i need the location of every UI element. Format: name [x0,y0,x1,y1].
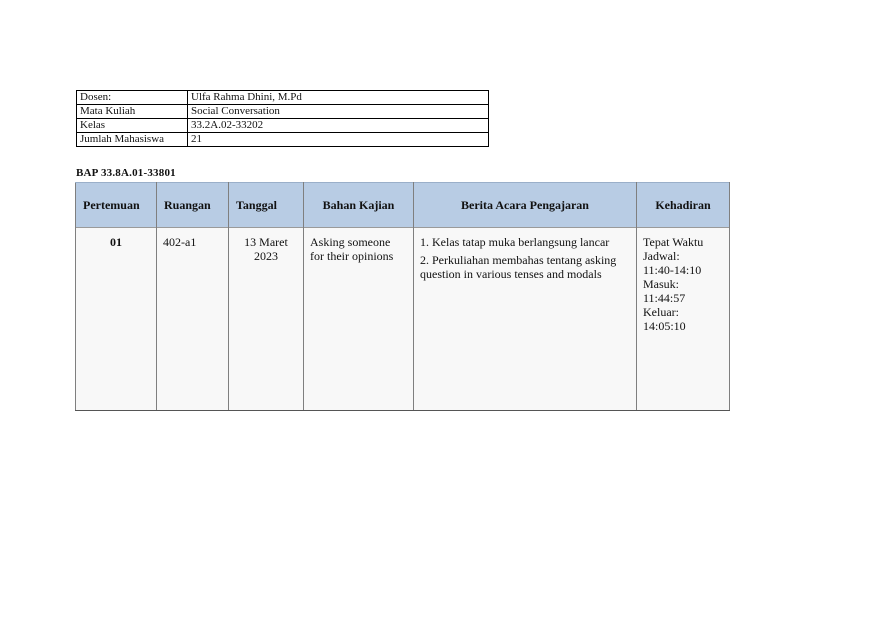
header-berita-acara: Berita Acara Pengajaran [414,183,637,228]
info-row-jumlah-mahasiswa [77,133,489,147]
kehadiran-status: Tepat Waktu [643,235,704,249]
header-tanggal: Tanggal [229,183,304,228]
table-header-row [76,183,730,228]
info-label: Dosen: [77,91,188,105]
info-row-dosen [77,91,489,105]
table-row [76,228,730,411]
bap-table [75,182,730,411]
cell-berita-acara [414,228,637,411]
kehadiran-jadwal-value: 11:40-14:10 [643,263,702,277]
kehadiran-keluar-label: Keluar: [643,305,679,319]
info-label: Mata Kuliah [77,105,188,119]
header-bahan-kajian: Bahan Kajian [304,183,414,228]
cell-pertemuan: 01 [76,228,157,411]
cell-ruangan: 402-a1 [157,228,229,411]
info-value: 21 [188,133,489,147]
kehadiran-masuk-value: 11:44:57 [643,291,686,305]
header-ruangan: Ruangan [157,183,229,228]
bap-title: BAP 33.8A.01-33801 [76,167,176,179]
info-value: Ulfa Rahma Dhini, M.Pd [188,91,489,105]
info-label: Jumlah Mahasiswa [77,133,188,147]
header-pertemuan: Pertemuan [76,183,157,228]
berita-item: 1. Kelas tatap muka berlangsung lancar [420,235,610,249]
kehadiran-masuk-label: Masuk: [643,277,679,291]
cell-bahan-kajian: Asking someone for their opinions [304,228,414,411]
berita-item: 2. Perkuliahan membahas tentang asking question in various tenses and modals [420,253,617,281]
cell-kehadiran [637,228,730,411]
kehadiran-jadwal-label: Jadwal: [643,249,680,263]
info-row-mata-kuliah [77,105,489,119]
info-label: Kelas [77,119,188,133]
cell-tanggal: 13 Maret 2023 [229,228,304,411]
info-row-kelas [77,119,489,133]
info-value: Social Conversation [188,105,489,119]
course-info-table [76,90,489,147]
header-kehadiran: Kehadiran [637,183,730,228]
kehadiran-keluar-value: 14:05:10 [643,319,686,333]
info-value: 33.2A.02-33202 [188,119,489,133]
